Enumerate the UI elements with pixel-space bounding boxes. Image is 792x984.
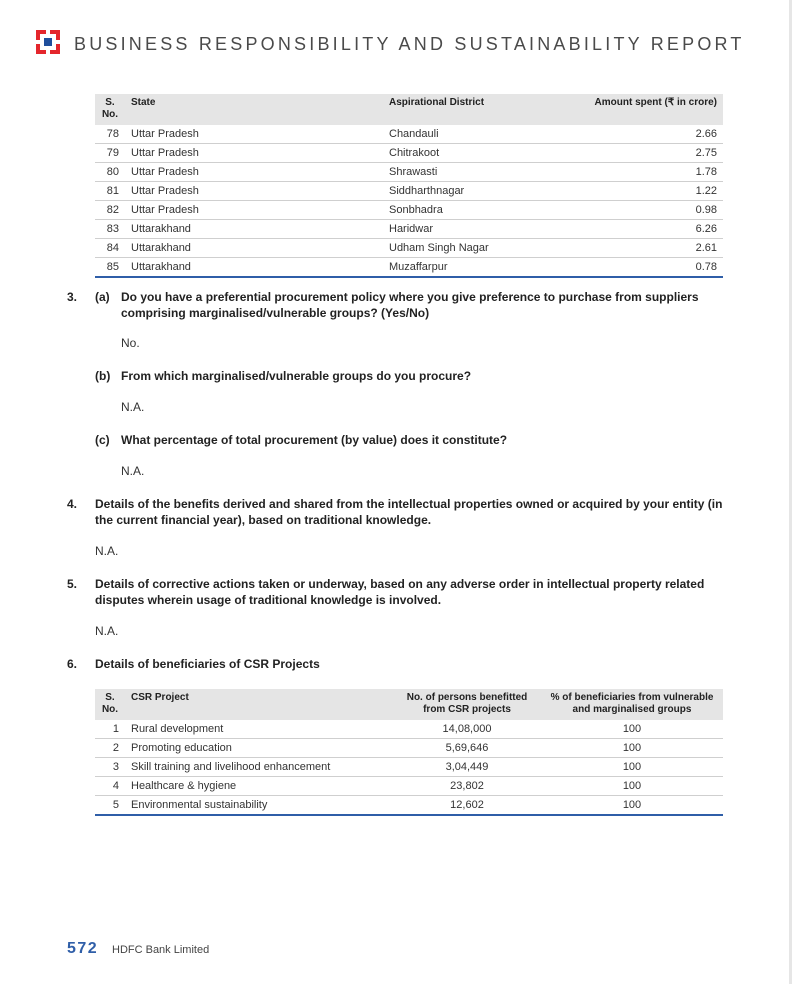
answer-3b: N.A. bbox=[121, 400, 145, 414]
question-3-number: 3. bbox=[67, 290, 78, 304]
question-5-text: Details of corrective actions taken or underway, based on any adverse order in intellectual property related disputes wherein usage of traditional knowledge is involved. bbox=[95, 577, 705, 607]
cell-percent: 100 bbox=[541, 739, 723, 758]
cell-sno: 79 bbox=[95, 144, 125, 163]
cell-state: Uttarakhand bbox=[125, 258, 383, 278]
cell-district: Siddharthnagar bbox=[383, 182, 568, 201]
cell-amount: 2.61 bbox=[568, 239, 723, 258]
hdfc-logo-icon bbox=[36, 30, 60, 54]
question-4-number: 4. bbox=[67, 497, 78, 511]
cell-amount: 0.98 bbox=[568, 201, 723, 220]
header-sno: S. No. bbox=[95, 689, 125, 720]
cell-amount: 6.26 bbox=[568, 220, 723, 239]
cell-percent: 100 bbox=[541, 758, 723, 777]
question-3a-label: (a) bbox=[95, 290, 110, 304]
cell-district: Udham Singh Nagar bbox=[383, 239, 568, 258]
question-3b-text: From which marginalised/vulnerable groups do you procure? bbox=[121, 369, 472, 383]
table-row bbox=[95, 777, 723, 796]
cell-sno: 83 bbox=[95, 220, 125, 239]
table-row bbox=[95, 201, 723, 220]
cell-amount: 1.78 bbox=[568, 163, 723, 182]
cell-project: Promoting education bbox=[125, 739, 393, 758]
cell-district: Shrawasti bbox=[383, 163, 568, 182]
header-amount: Amount spent (₹ in crore) bbox=[568, 94, 723, 125]
table-row bbox=[95, 758, 723, 777]
cell-percent: 100 bbox=[541, 777, 723, 796]
cell-district: Sonbhadra bbox=[383, 201, 568, 220]
cell-percent: 100 bbox=[541, 796, 723, 816]
cell-sno: 80 bbox=[95, 163, 125, 182]
table-row bbox=[95, 739, 723, 758]
cell-district: Muzaffarpur bbox=[383, 258, 568, 278]
cell-amount: 2.75 bbox=[568, 144, 723, 163]
table-row bbox=[95, 220, 723, 239]
cell-amount: 1.22 bbox=[568, 182, 723, 201]
cell-sno: 81 bbox=[95, 182, 125, 201]
question-6-number: 6. bbox=[67, 657, 78, 671]
table-row bbox=[95, 796, 723, 816]
table-row bbox=[95, 182, 723, 201]
header-district: Aspirational District bbox=[383, 94, 568, 125]
question-5-number: 5. bbox=[67, 577, 78, 591]
answer-3a: No. bbox=[121, 336, 140, 350]
cell-sno: 85 bbox=[95, 258, 125, 278]
cell-state: Uttarakhand bbox=[125, 239, 383, 258]
cell-sno: 78 bbox=[95, 125, 125, 144]
cell-state: Uttarakhand bbox=[125, 220, 383, 239]
cell-state: Uttar Pradesh bbox=[125, 144, 383, 163]
cell-state: Uttar Pradesh bbox=[125, 182, 383, 201]
header-state: State bbox=[125, 94, 383, 125]
table-row bbox=[95, 163, 723, 182]
question-3c-text: What percentage of total procurement (by value) does it constitute? bbox=[121, 433, 508, 447]
page-header bbox=[36, 28, 776, 60]
cell-persons: 14,08,000 bbox=[393, 720, 541, 739]
cell-persons: 5,69,646 bbox=[393, 739, 541, 758]
cell-persons: 12,602 bbox=[393, 796, 541, 816]
cell-district: Chitrakoot bbox=[383, 144, 568, 163]
question-3b-label: (b) bbox=[95, 369, 111, 383]
cell-sno: 5 bbox=[95, 796, 125, 816]
report-title: BUSINESS RESPONSIBILITY AND SUSTAINABILITY REPORT bbox=[74, 34, 745, 54]
cell-district: Haridwar bbox=[383, 220, 568, 239]
question-3a-text: Do you have a preferential procurement policy where you give preference to purchase from suppliers comprising marginalised/vulnerable groups? (Yes/No) bbox=[121, 290, 699, 320]
answer-5: N.A. bbox=[95, 624, 119, 638]
csr-beneficiaries-table bbox=[95, 689, 723, 816]
answer-3c: N.A. bbox=[121, 464, 145, 478]
cell-persons: 3,04,449 bbox=[393, 758, 541, 777]
table-row bbox=[95, 125, 723, 144]
cell-sno: 82 bbox=[95, 201, 125, 220]
cell-sno: 3 bbox=[95, 758, 125, 777]
page-number: 572 bbox=[67, 940, 99, 957]
table-row bbox=[95, 239, 723, 258]
cell-project: Skill training and livelihood enhancement bbox=[125, 758, 393, 777]
cell-sno: 84 bbox=[95, 239, 125, 258]
cell-amount: 2.66 bbox=[568, 125, 723, 144]
company-name: HDFC Bank Limited bbox=[112, 944, 210, 956]
table-header-row bbox=[95, 689, 723, 720]
table-row bbox=[95, 144, 723, 163]
table-row bbox=[95, 720, 723, 739]
header-sno: S. No. bbox=[95, 94, 125, 125]
cell-state: Uttar Pradesh bbox=[125, 163, 383, 182]
header-percent: % of beneficiaries from vulnerable and marginalised groups bbox=[541, 689, 723, 720]
cell-sno: 1 bbox=[95, 720, 125, 739]
aspirational-districts-table bbox=[95, 94, 723, 278]
cell-district: Chandauli bbox=[383, 125, 568, 144]
header-persons: No. of persons benefitted from CSR projects bbox=[393, 689, 541, 720]
table-header-row bbox=[95, 94, 723, 125]
answer-4: N.A. bbox=[95, 544, 119, 558]
cell-percent: 100 bbox=[541, 720, 723, 739]
header-project: CSR Project bbox=[125, 689, 393, 720]
cell-project: Healthcare & hygiene bbox=[125, 777, 393, 796]
question-6-text: Details of beneficiaries of CSR Projects bbox=[95, 657, 320, 671]
cell-sno: 4 bbox=[95, 777, 125, 796]
question-4-text: Details of the benefits derived and shared from the intellectual properties owned or acquired by your entity (in the current financial year), based on traditional knowledge. bbox=[95, 497, 723, 527]
cell-state: Uttar Pradesh bbox=[125, 125, 383, 144]
cell-amount: 0.78 bbox=[568, 258, 723, 278]
question-3c-label: (c) bbox=[95, 433, 110, 447]
cell-persons: 23,802 bbox=[393, 777, 541, 796]
cell-sno: 2 bbox=[95, 739, 125, 758]
cell-project: Rural development bbox=[125, 720, 393, 739]
cell-project: Environmental sustainability bbox=[125, 796, 393, 816]
table-row bbox=[95, 258, 723, 278]
cell-state: Uttar Pradesh bbox=[125, 201, 383, 220]
